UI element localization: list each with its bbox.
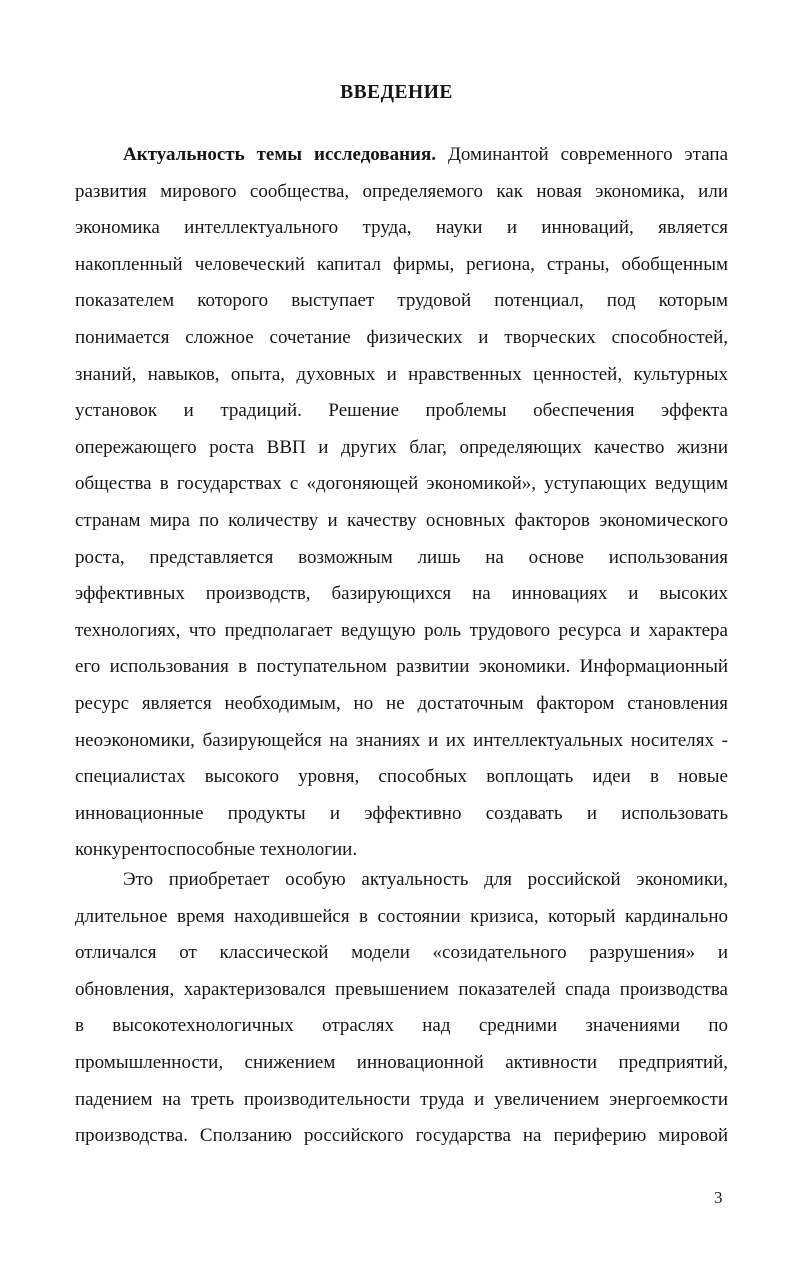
text-line: специалистах высокого уровня, способных воплощать идеи в новые xyxy=(75,766,728,788)
text-line: роста, представляется возможным лишь на основе использования xyxy=(75,546,728,568)
text-line: длительное время находившейся в состоянии кризиса, который кардинально xyxy=(75,905,728,927)
text-line: ресурс является необходимым, но не достаточным фактором становления xyxy=(75,692,728,714)
first-line-text: Доминантой современного этапа xyxy=(436,144,729,165)
text-line: экономика интеллектуального труда, науки и инноваций, является xyxy=(75,217,728,239)
text-line: отличался от классической модели «созидательного разрушения» и xyxy=(75,942,728,964)
paragraph-relevance xyxy=(75,137,728,869)
text-line: развития мирового сообщества, определяемого как новая экономика, или xyxy=(75,180,728,202)
text-line: неоэкономики, базирующейся на знаниях и их интеллектуальных носителях - xyxy=(75,729,728,751)
text-line: накопленный человеческий капитал фирмы, региона, страны, обобщенным xyxy=(75,253,728,275)
text-line: в высокотехнологичных отраслях над средними значениями по xyxy=(75,1015,728,1037)
text-line: падением на треть производительности труда и увеличением энергоемкости xyxy=(75,1088,728,1110)
text-line: промышленности, снижением инновационной активности предприятий, xyxy=(75,1051,728,1073)
text-line: производства. Сползанию российского государства на периферию мировой xyxy=(75,1125,728,1147)
relevance-lead: Актуальность темы исследования. xyxy=(123,144,437,165)
page-number: 3 xyxy=(714,1188,723,1207)
text-line: показателем которого выступает трудовой потенциал, под которым xyxy=(75,290,728,312)
text-line: Это приобретает особую актуальность для российской экономики, xyxy=(123,869,728,890)
paragraph-first-line xyxy=(75,137,728,174)
page-title: ВВЕДЕНИЕ xyxy=(340,82,453,103)
text-line: знаний, навыков, опыта, духовных и нравственных ценностей, культурных xyxy=(75,363,728,385)
text-line: конкурентоспособные технологии. xyxy=(75,839,358,861)
text-line: технологиях, что предполагает ведущую роль трудового ресурса и характера xyxy=(75,619,728,641)
text-line: инновационные продукты и эффективно создавать и использовать xyxy=(75,802,728,824)
text-line: обновления, характеризовался превышением показателей спада производства xyxy=(75,978,728,1000)
paragraph-russian-economy xyxy=(75,862,728,1155)
text-line: понимается сложное сочетание физических и творческих способностей, xyxy=(75,326,728,348)
text-line: его использования в поступательном развитии экономики. Информационный xyxy=(75,656,728,678)
text-line: общества в государствах с «догоняющей экономикой», уступающих ведущим xyxy=(75,473,728,495)
text-line: эффективных производств, базирующихся на инновациях и высоких xyxy=(75,583,728,605)
text-line: опережающего роста ВВП и других благ, определяющих качество жизни xyxy=(75,436,728,458)
text-line: установок и традиций. Решение проблемы обеспечения эффекта xyxy=(75,400,728,422)
text-line: странам мира по количеству и качеству основных факторов экономического xyxy=(75,509,728,531)
